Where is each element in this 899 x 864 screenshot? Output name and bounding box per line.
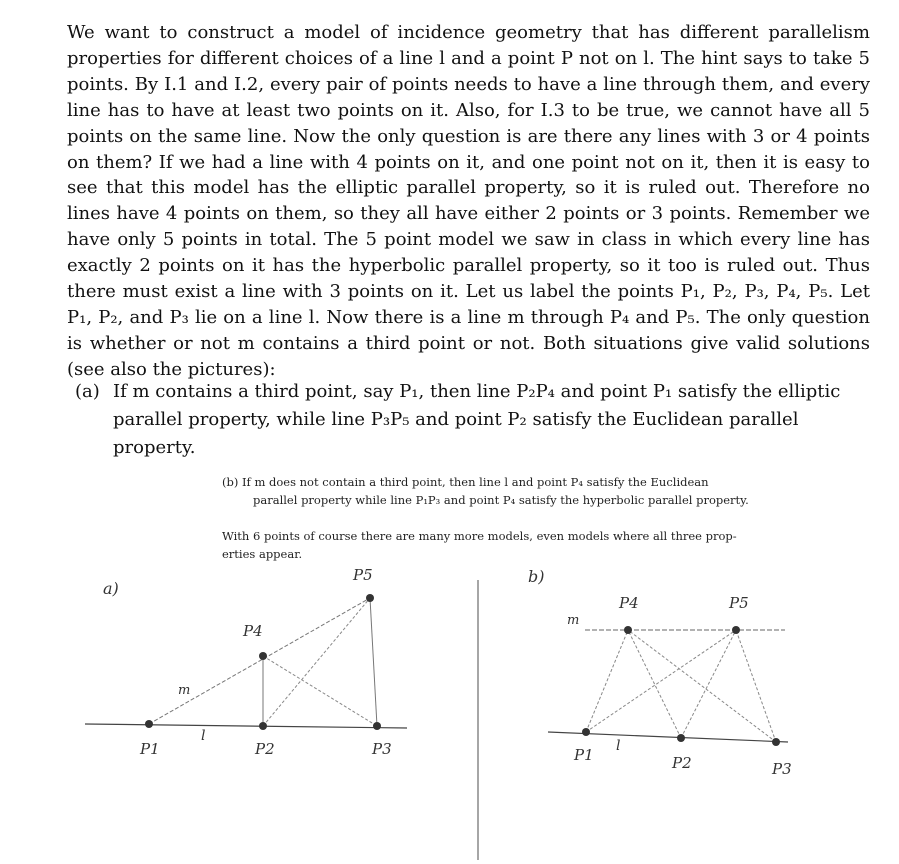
figure-a-label-l: l — [201, 728, 206, 744]
item-b-line-2: parallel property while line P₁P₃ and point P₄ satisfy the hyperbolic parallel property. — [253, 493, 749, 507]
figure-b-line-p3-p4 — [628, 630, 776, 742]
figure-b-label-p1: P1 — [574, 746, 594, 764]
item-a-label: (a) — [75, 381, 100, 402]
figure-a-label-m: m — [178, 683, 191, 698]
figure-b-label-p4: P4 — [619, 594, 639, 612]
item-a-line-1: If m contains a third point, say P₁, then line P₂P₄ and point P₁ satisfy the elliptic — [113, 381, 841, 402]
item-b — [222, 473, 770, 509]
figure-a-point-p5 — [366, 594, 374, 602]
figure-a-point-p4 — [259, 652, 267, 660]
figure-b-point-p5 — [732, 626, 740, 634]
figure-b-label-p5: P5 — [729, 594, 749, 612]
item-b-line-1: (b) If m does not contain a third point, then line l and point P₄ satisfy the Euclidean — [222, 475, 709, 489]
figure-b-line-p1-p4 — [586, 630, 628, 732]
sketch-figures — [0, 560, 899, 864]
figure-a-label-p5: P5 — [353, 566, 373, 584]
item-c-line-1: With 6 points of course there are many more models, even models where all three prop- — [222, 529, 737, 543]
figure-a-point-p2 — [259, 722, 267, 730]
figure-a-point-p3 — [373, 722, 381, 730]
figure-b-line-p2-p4 — [628, 630, 681, 738]
figure-b-point-p4 — [624, 626, 632, 634]
figure-b-panel-label: b) — [528, 567, 545, 586]
item-a — [75, 378, 870, 462]
item-c-line-2: erties appear. — [222, 547, 303, 561]
figure-b-line-p1-p5 — [586, 630, 736, 732]
item-c — [222, 527, 770, 563]
figure-b-line-p3-p5 — [736, 630, 776, 742]
figure-b-label-p3: P3 — [772, 760, 792, 778]
figure-a-label-p1: P1 — [140, 740, 160, 758]
main-paragraph: We want to construct a model of incidence geometry that has different parallelism properties for different choices of a line l and a point P not on l. The hint says to take 5 points. By I.1 and I.2, every pair of points needs to have a line through them, and every line has to have at least two points on it. Also, for I.3 to be true, we cannot have all 5 points on the same line. Now the only question is are there any lines with 3 or 4 points on them? If we had a line with 4 points on it, and one point not on it, then it is easy to see that this model has the elliptic parallel property, so it is ruled out. Therefore no lines have 4 points on them, so they all have either 2 points or 3 points. Remember we have only 5 points in total. The 5 point model we saw in class in which every line has exactly 2 points on it has the hyperbolic parallel property, so it too is ruled out. Thus there must exist a line with 3 points on it. Let us label the points P₁, P₂, P₃, P₄, P₅. Let P₁, P₂, and P₃ lie on a line l. Now there is a line m through P₄ and P₅. The only question is whether or not m contains a third point or not. Both situations give valid solutions (see also the pictures): — [67, 22, 870, 380]
figure-a-line-p2-p5 — [263, 598, 370, 726]
figure-a-panel-label: a) — [103, 579, 119, 598]
figure-a — [85, 566, 407, 758]
figure-b — [528, 567, 792, 778]
figure-b-label-p2: P2 — [672, 754, 692, 772]
item-a-line-2: parallel property, while line P₃P₅ and point P₂ satisfy the Euclidean parallel property. — [113, 409, 799, 458]
figure-a-point-p1 — [145, 720, 153, 728]
figure-a-label-p4: P4 — [243, 622, 263, 640]
figure-b-point-p1 — [582, 728, 590, 736]
figure-a-line-p4-p3 — [263, 656, 377, 726]
figure-a-label-p2: P2 — [255, 740, 275, 758]
figure-a-line-m — [149, 598, 370, 724]
figure-b-point-p3 — [772, 738, 780, 746]
figure-b-label-l: l — [616, 738, 621, 754]
figure-a-label-p3: P3 — [372, 740, 392, 758]
figure-b-line-p2-p5 — [681, 630, 736, 738]
figure-b-label-m: m — [567, 613, 580, 628]
figure-b-point-p2 — [677, 734, 685, 742]
figure-a-line-l — [85, 724, 407, 728]
figure-a-line-p5-p3 — [370, 598, 377, 726]
